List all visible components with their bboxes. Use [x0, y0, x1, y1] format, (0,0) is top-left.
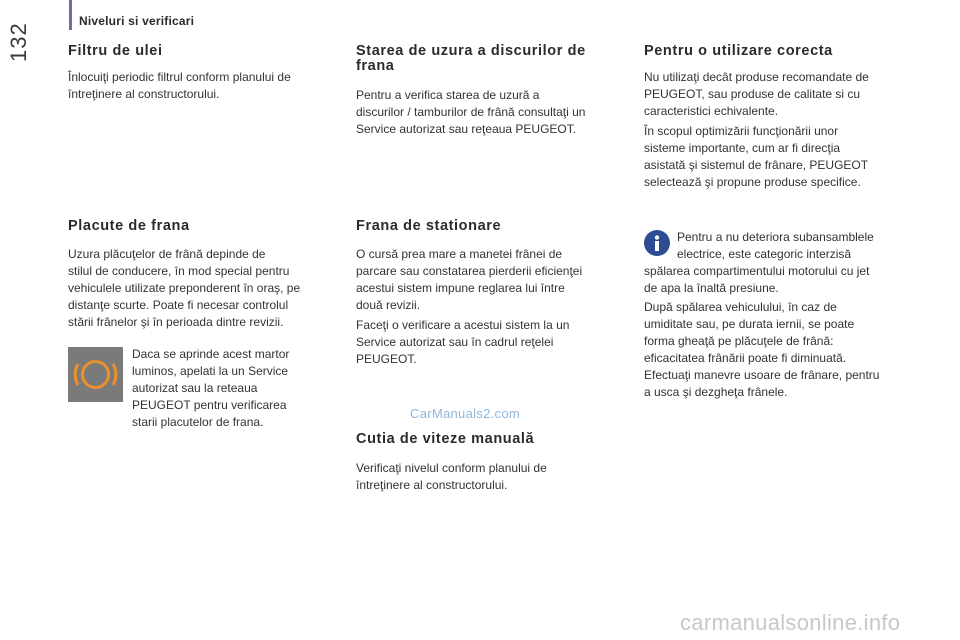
after-wash-body — [644, 299, 916, 367]
oil-filter-title: Filtru de ulei — [68, 43, 163, 59]
text-line: Înlocuiţi periodic filtrul conform planului de — [68, 70, 291, 84]
section-title: Niveluri si verificari — [79, 14, 195, 28]
text-line: întreţinere al constructorului. — [68, 87, 220, 101]
text-line: Verificaţi nivelul conform planului de — [356, 461, 547, 475]
text-line: Nu utilizaţi decât produse recomandate de — [644, 70, 869, 84]
text-line: luminos, apelati la un Service — [132, 364, 289, 378]
disc-wear-title-line: frana — [356, 58, 395, 74]
correct-use-body — [644, 69, 916, 120]
text-line: stării frânelor şi în perioada dintre revizii. — [68, 315, 284, 329]
gearbox-body — [356, 460, 628, 494]
disc-wear-body — [356, 87, 628, 138]
text-line: parcare sau constatarea pierderii eficienţei — [356, 264, 583, 278]
page-number: 132 — [6, 22, 31, 62]
correct-use-section — [644, 44, 916, 59]
brake-pads-title: Placute de frana — [68, 218, 190, 234]
text-line: starii placutelor de frana. — [132, 415, 264, 429]
parking-brake-body-2 — [356, 317, 628, 368]
info-note-body — [644, 263, 916, 297]
text-line: Faceţi o verificare a acestui sistem la un — [356, 318, 570, 332]
text-line: eficacitatea frânării poate fi diminuată. — [644, 351, 847, 365]
correct-use-body-2 — [644, 123, 916, 191]
text-line: discurilor / tamburilor de frână consultaţi un — [356, 105, 586, 119]
text-line: forma gheaţă pe plăcuţele de frână: — [644, 334, 834, 348]
disc-wear-title-line: Starea de uzura a discurilor de — [356, 43, 586, 59]
text-line: O cursă prea mare a manetei frânei de — [356, 247, 563, 261]
text-line: Pentru a nu deteriora subansamblele — [677, 230, 874, 244]
text-line: Pentru a verifica starea de uzură a — [356, 88, 540, 102]
text-line: întreţinere al constructorului. — [356, 478, 508, 492]
brake-pads-body — [68, 246, 340, 331]
footer-watermark: carmanualsonline.info — [680, 610, 901, 635]
text-line: stilul de conducere, în mod special pentru — [68, 264, 290, 278]
text-line: a usca şi dezgheţa frânele. — [644, 385, 788, 399]
text-line: acestui sistem impune reglarea lui între — [356, 281, 565, 295]
text-line: Service autorizat sau în cadrul reţelei — [356, 335, 554, 349]
brake-pads-section — [68, 219, 340, 234]
disc-wear-section — [356, 44, 628, 74]
text-line: electrice, este categoric interzisă — [677, 247, 852, 261]
text-line: Daca se aprinde acest martor — [132, 347, 290, 361]
text-line: În scopul optimizării funcţionării unor — [644, 124, 839, 138]
text-line: spălarea compartimentului motorului cu jet — [644, 264, 870, 278]
text-line: Efectuaţi manevre usoare de frânare, pentru — [644, 368, 880, 382]
brake-pad-warning-note — [132, 346, 332, 431]
oil-filter-section — [68, 44, 340, 59]
gearbox-title: Cutia de viteze manuală — [356, 431, 535, 447]
text-line: distanţe scurte. Poate fi necesar controlul — [68, 298, 289, 312]
text-line: asistată şi sistemul de frânare, PEUGEOT — [644, 158, 869, 172]
brake-pad-warning-icon — [68, 347, 123, 402]
center-watermark: CarManuals2.com — [410, 406, 520, 421]
text-line: Service autorizat sau reţeaua PEUGEOT. — [356, 122, 577, 136]
text-line: sisteme importante, cum ar fi direcţia — [644, 141, 841, 155]
oil-filter-body — [68, 69, 340, 103]
text-line: PEUGEOT. — [356, 352, 417, 366]
text-line: După spălarea vehiculului, în caz de — [644, 300, 837, 314]
text-line: PEUGEOT pentru verificarea — [132, 398, 287, 412]
parking-brake-section — [356, 219, 628, 234]
gearbox-section — [356, 432, 628, 447]
text-line: Uzura plăcuţelor de frână depinde de — [68, 247, 266, 261]
text-line: două revizii. — [356, 298, 421, 312]
text-line: caracteristici echivalente. — [644, 104, 779, 118]
text-line: autorizat sau la reteaua — [132, 381, 258, 395]
parking-brake-title: Frana de stationare — [356, 218, 502, 234]
after-wash-body-2 — [644, 367, 916, 401]
correct-use-title: Pentru o utilizare corecta — [644, 43, 833, 59]
text-line: vehiculele utilizate preponderent în oraş, pe — [68, 281, 301, 295]
text-line: umiditate sau, pe durata iernii, se poate — [644, 317, 855, 331]
text-line: selectează şi propune produse specifice. — [644, 175, 861, 189]
parking-brake-body — [356, 246, 628, 314]
text-line: de apa la înaltă presiune. — [644, 281, 779, 295]
section-accent-bar — [69, 0, 72, 30]
info-icon — [644, 230, 670, 256]
info-note-indented — [677, 229, 917, 263]
text-line: PEUGEOT, sau produse de calitate si cu — [644, 87, 861, 101]
